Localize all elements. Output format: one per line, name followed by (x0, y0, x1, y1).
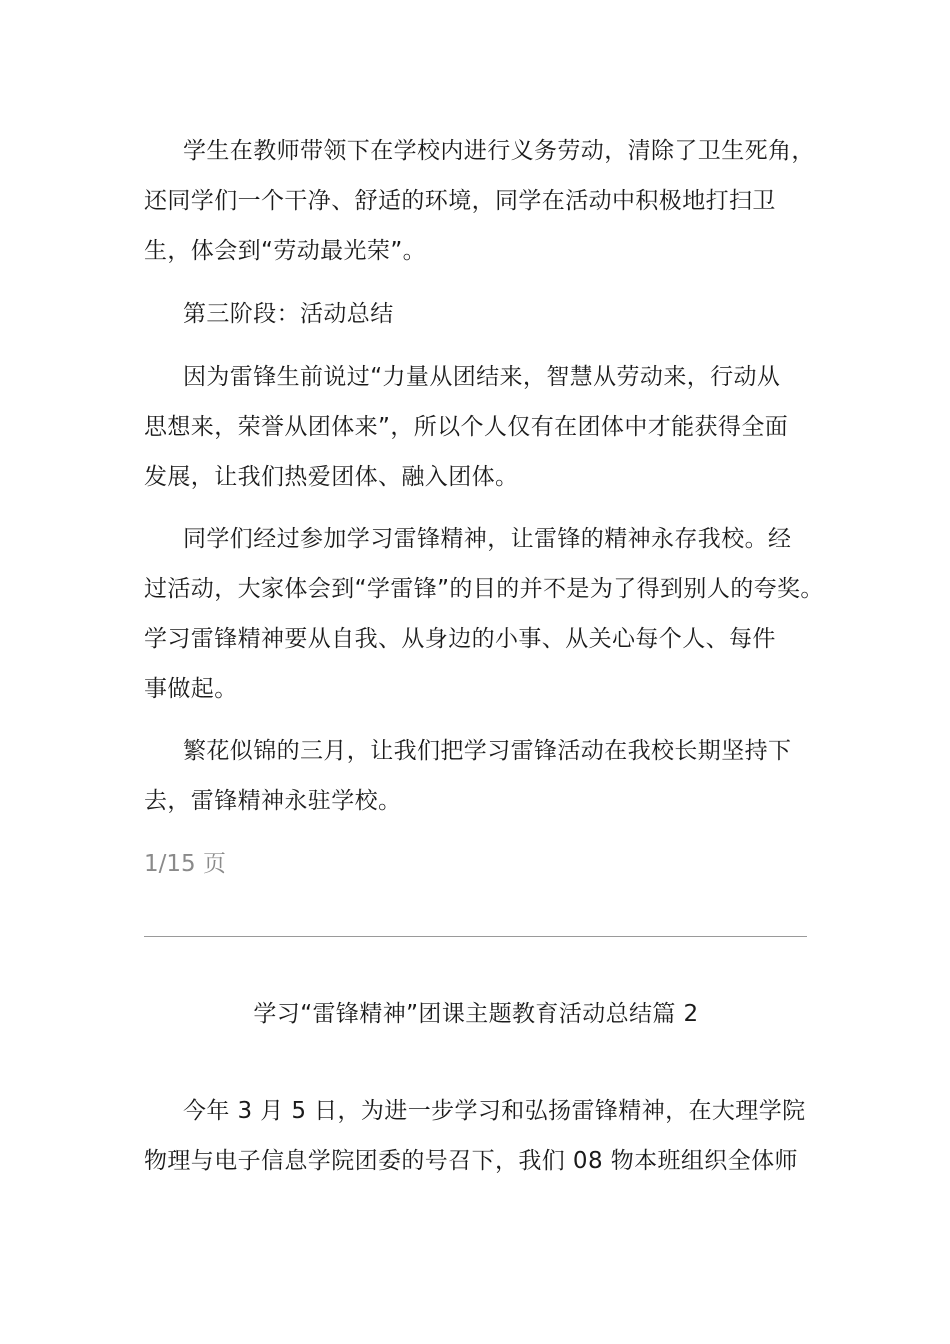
paragraph-leifeng-quote (144, 352, 808, 502)
page-number: 1/15 页 (144, 851, 226, 877)
text-line: 去，雷锋精神永驻学校。 (144, 788, 402, 814)
paragraph-stage-three-heading (144, 289, 808, 339)
text-line: 生，体会到“劳动最光荣”。 (144, 238, 427, 264)
paragraph-learning-spirit (144, 514, 824, 714)
text-line: 物理与电子信息学院团委的号召下，我们 08 物本班组织全体师 (144, 1148, 798, 1174)
page-divider (144, 936, 807, 937)
paragraph-march-fifth (144, 1086, 808, 1186)
text-line: 因为雷锋生前说过“力量从团结来，智慧从劳动来，行动从 (183, 364, 781, 390)
text-line: 思想来，荣誉从团体来”，所以个人仅有在团体中才能获得全面 (144, 414, 789, 440)
text-line: 学习雷锋精神要从自我、从身边的小事、从关心每个人、每件 (144, 626, 776, 652)
text-line: 今年 3 月 5 日，为进一步学习和弘扬雷锋精神，在大理学院 (183, 1098, 806, 1124)
paragraph-march (144, 726, 808, 826)
paragraph-labor (144, 126, 815, 276)
text-line: 同学们经过参加学习雷锋精神，让雷锋的精神永存我校。经 (183, 526, 792, 552)
text-line: 发展，让我们热爱团体、融入团体。 (144, 464, 519, 490)
text-line: 过活动，大家体会到“学雷锋”的目的并不是为了得到别人的夸奖。 (144, 576, 824, 602)
text-line: 第三阶段：活动总结 (183, 301, 394, 327)
text-line: 繁花似锦的三月，让我们把学习雷锋活动在我校长期坚持下 (183, 738, 792, 764)
text-line: 学生在教师带领下在学校内进行义务劳动，清除了卫生死角， (183, 138, 815, 164)
section-title: 学习“雷锋精神”团课主题教育活动总结篇 2 (253, 1001, 699, 1027)
text-line: 还同学们一个干净、舒适的环境，同学在活动中积极地打扫卫 (144, 188, 776, 214)
text-line: 事做起。 (144, 676, 238, 702)
